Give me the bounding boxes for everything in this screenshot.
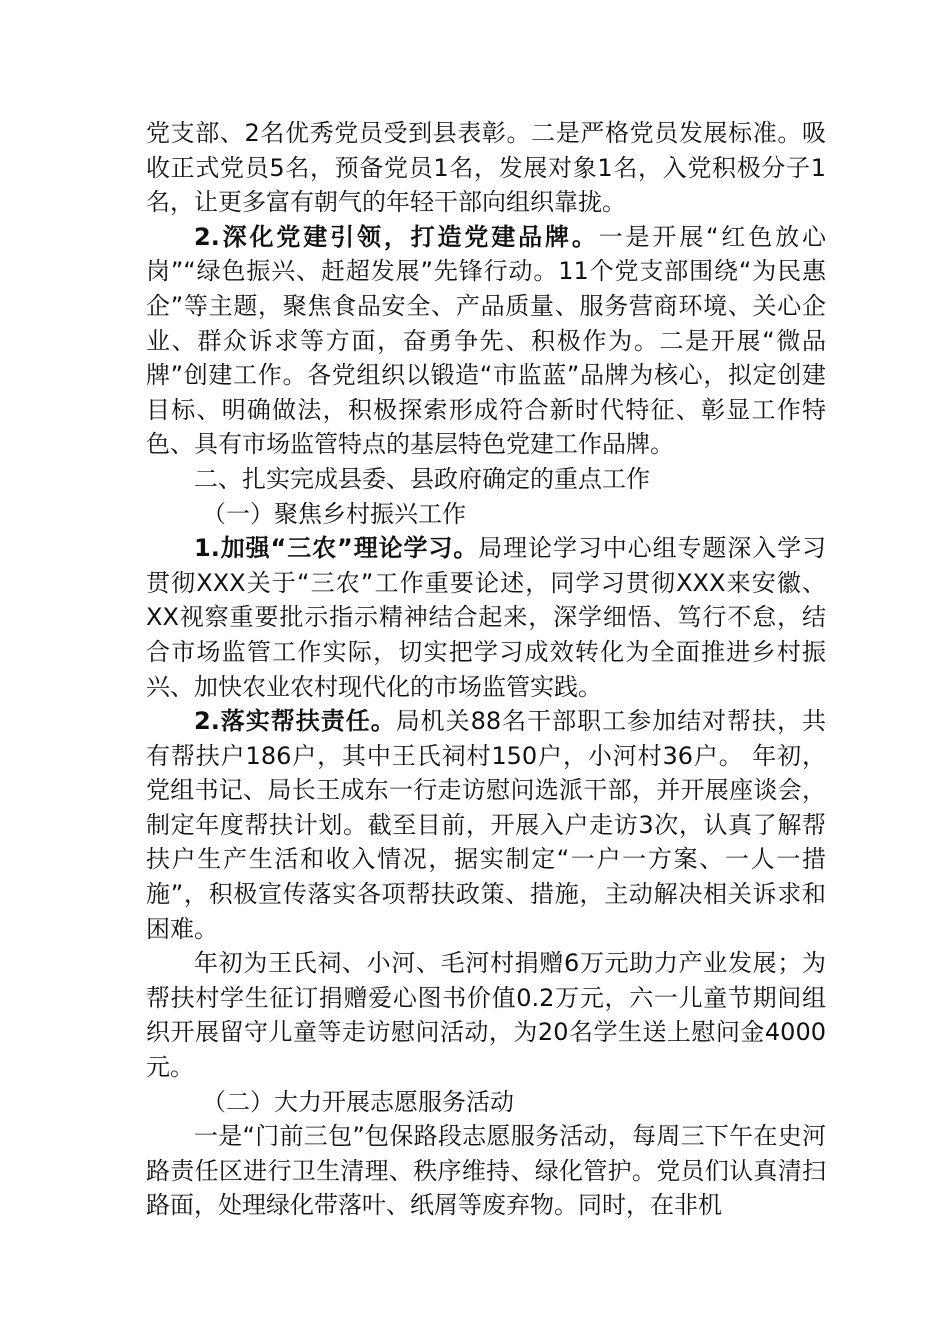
paragraph-text: 局理论学习中心组专题深入学习贯彻XXX关于“三农”工作重要论述，同学习贯彻XXX来安徽、XX视察重要批示指示精神结合起来，深学细悟、笃行不怠，结合市场监管工作实际，切实把学习成效转化为全面推进乡村振兴、加快农业农村现代化的市场监管实践。 <box>146 534 826 701</box>
paragraph-sannong-study <box>146 531 826 704</box>
subsection-heading-rural-revitalization <box>146 497 826 532</box>
section-heading-text: 二、扎实完成县委、县政府确定的重点工作 <box>194 464 650 493</box>
paragraph-text: 一是“门前三包”包保路段志愿服务活动，每周三下午在史河路责任区进行卫生清理、秩序维持、绿化管护。党员们认真清扫路面，处理绿化带落叶、纸屑等废弃物。同时，在非机 <box>146 1122 826 1220</box>
paragraph-heading: 2.落实帮扶责任。 <box>194 707 396 736</box>
paragraph-text: 年初为王氏祠、小河、毛河村捐赠6万元助力产业发展；为帮扶村学生征订捐赠爱心图书价值0.2万元，六一儿童节期间组织开展留守儿童等走访慰问活动，为20名学生送上慰问金4000元。 <box>146 949 826 1082</box>
subsection-heading-text: （二）大力开展志愿服务活动 <box>202 1087 514 1116</box>
paragraph-heading: 2.深化党建引领，打造党建品牌。 <box>194 222 599 251</box>
paragraph-donations <box>146 946 826 1084</box>
subsection-heading-volunteer-service <box>146 1085 826 1120</box>
paragraph-heading: 1.加强“三农”理论学习。 <box>194 534 479 563</box>
paragraph-party-branch-commendation <box>146 116 826 220</box>
paragraph-text: 局机关88名干部职工参加结对帮扶，共有帮扶户186户，其中王氏祠村150户，小河村36户。 年初，党组书记、局长王成东一行走访慰问选派干部，并开展座谈会，制定年度帮扶计划。截至目前，开展入户走访3次，认真了解帮扶户生产生活和收入情况，据实制定“一户一方案、一人一措施”，积极宣传落实各项帮扶政策、措施，主动解决相关诉求和困难。 <box>146 707 826 943</box>
paragraph-party-brand <box>146 220 826 462</box>
document-page <box>146 116 826 1223</box>
paragraph-text: 党支部、2名优秀党员受到县表彰。二是严格党员发展标准。吸收正式党员5名，预备党员1名，发展对象1名，入党积极分子1名，让更多富有朝气的年轻干部向组织靠拢。 <box>146 119 826 217</box>
paragraph-assistance-responsibility <box>146 704 826 946</box>
subsection-heading-text: （一）聚焦乡村振兴工作 <box>202 499 466 528</box>
section-heading-key-work <box>146 462 826 497</box>
paragraph-volunteer-activity <box>146 1119 826 1223</box>
paragraph-text: 一是开展“红色放心岗”“绿色振兴、赶超发展”先锋行动。11个党支部围绕“为民惠企”等主题，聚焦食品安全、产品质量、服务营商环境、关心企业、群众诉求等方面，奋勇争先、积极作为。二是开展“微品牌”创建工作。各党组织以锻造“市监蓝”品牌为核心，拟定创建目标、明确做法，积极探索形成符合新时代特征、彰显工作特色、具有市场监管特点的基层特色党建工作品牌。 <box>146 222 826 459</box>
